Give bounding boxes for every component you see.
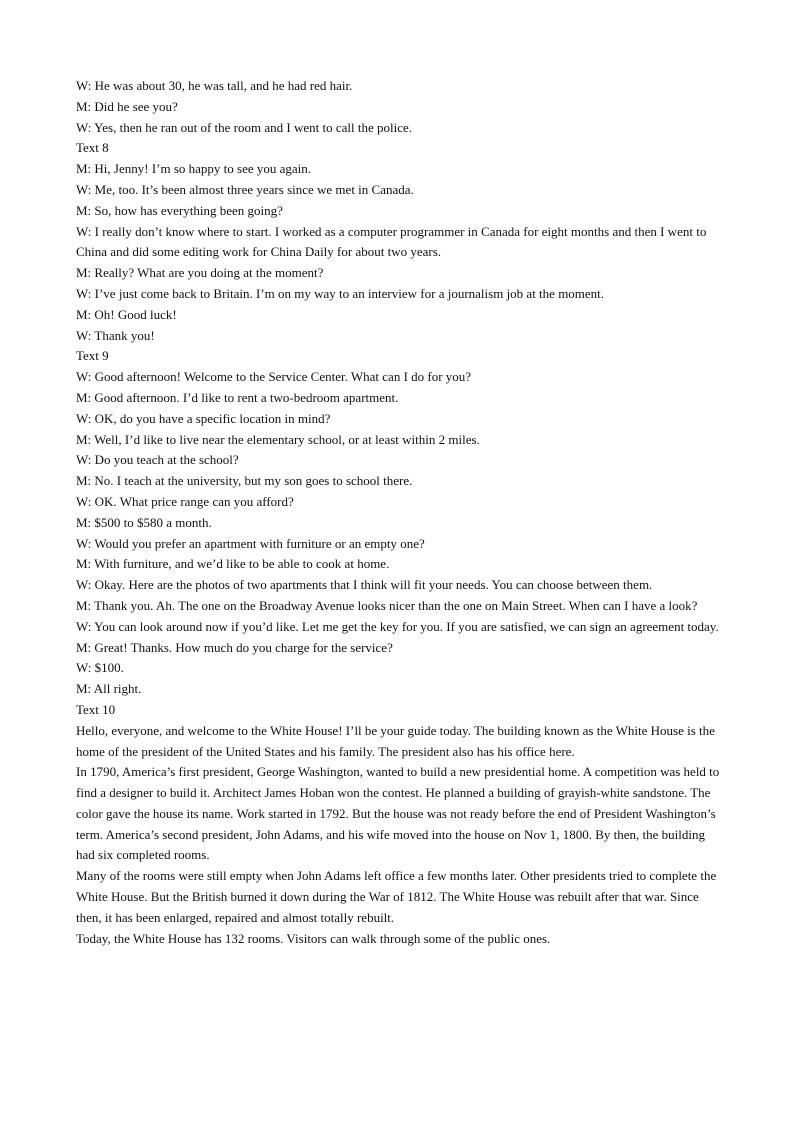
- dialogue-line: W: Thank you!: [76, 327, 155, 343]
- paragraph: Many of the rooms were still empty when John Adams left office a few months later. Other presidents tried to complete the White House. But the British burned it down during the War of 1812. The White House was rebuilt after that war. Since then, it has been enlarged, repaired and almost totally rebuilt.: [76, 868, 717, 925]
- dialogue-line: M: Oh! Good luck!: [76, 306, 177, 322]
- dialogue-line: W: Do you teach at the school?: [76, 452, 239, 468]
- paragraph: In 1790, America’s first president, George Washington, wanted to build a new presidential home. A competition was held to find a designer to build it. Architect James Hoban won the contest. He planned a building of grayish-white sandstone. The color gave the house its name. Work started in 1792. But the house was not ready before the end of President Washington’s term. America’s second president, John Adams, and his wife moved into the house on Nov 1, 1800. By then, the building had six completed rooms.: [76, 764, 720, 863]
- dialogue-line: M: Did he see you?: [76, 98, 178, 114]
- dialogue-line: W: I really don’t know where to start. I worked as a computer programmer in Canada for eight months and then I went to China and did some editing work for China Daily for about two years.: [76, 223, 707, 260]
- text7-dialogue-tail: [76, 76, 726, 138]
- dialogue-line: M: Great! Thanks. How much do you charge for the service?: [76, 639, 393, 655]
- dialogue-line: M: Well, I’d like to live near the elementary school, or at least within 2 miles.: [76, 431, 480, 447]
- dialogue-line: M: No. I teach at the university, but my son goes to school there.: [76, 473, 413, 489]
- dialogue-line: W: $100.: [76, 660, 124, 676]
- dialogue-line: M: Good afternoon. I’d like to rent a two-bedroom apartment.: [76, 389, 399, 405]
- dialogue-line: W: Would you prefer an apartment with furniture or an empty one?: [76, 535, 425, 551]
- dialogue-line: W: I’ve just come back to Britain. I’m on my way to an interview for a journalism job at the moment.: [76, 285, 605, 301]
- dialogue-line: M: Really? What are you doing at the moment?: [76, 265, 324, 281]
- text10-section: [76, 700, 726, 950]
- dialogue-line: W: Yes, then he ran out of the room and I went to call the police.: [76, 119, 412, 135]
- text9-heading: Text 9: [76, 348, 109, 364]
- dialogue-line: M: With furniture, and we’d like to be able to cook at home.: [76, 556, 390, 572]
- dialogue-line: W: Okay. Here are the photos of two apartments that I think will fit your needs. You can choose between them.: [76, 577, 653, 593]
- dialogue-line: W: Me, too. It’s been almost three years since we met in Canada.: [76, 181, 414, 197]
- dialogue-line: W: Good afternoon! Welcome to the Service Center. What can I do for you?: [76, 369, 472, 385]
- dialogue-line: M: $500 to $580 a month.: [76, 514, 212, 530]
- dialogue-line: M: Hi, Jenny! I’m so happy to see you again.: [76, 161, 312, 177]
- dialogue-line: W: You can look around now if you’d like. Let me get the key for you. If you are satisfied, we can sign an agreement today.: [76, 618, 719, 634]
- dialogue-line: W: He was about 30, he was tall, and he had red hair.: [76, 78, 353, 93]
- text9-section: [76, 346, 726, 700]
- paragraph: Today, the White House has 132 rooms. Visitors can walk through some of the public ones.: [76, 930, 551, 946]
- dialogue-line: W: OK, do you have a specific location in mind?: [76, 410, 331, 426]
- paragraph: Hello, everyone, and welcome to the White House! I’ll be your guide today. The building known as the White House is the home of the president of the United States and his family. The president also has his office here.: [76, 722, 715, 759]
- dialogue-line: M: So, how has everything been going?: [76, 202, 283, 218]
- text10-heading: Text 10: [76, 701, 116, 717]
- text8-heading: Text 8: [76, 140, 109, 156]
- dialogue-line: M: All right.: [76, 681, 142, 697]
- transcript-page: [76, 76, 726, 949]
- text8-section: [76, 138, 726, 346]
- dialogue-line: M: Thank you. Ah. The one on the Broadway Avenue looks nicer than the one on Main Street. When can I have a look?: [76, 597, 698, 613]
- dialogue-line: W: OK. What price range can you afford?: [76, 493, 294, 509]
